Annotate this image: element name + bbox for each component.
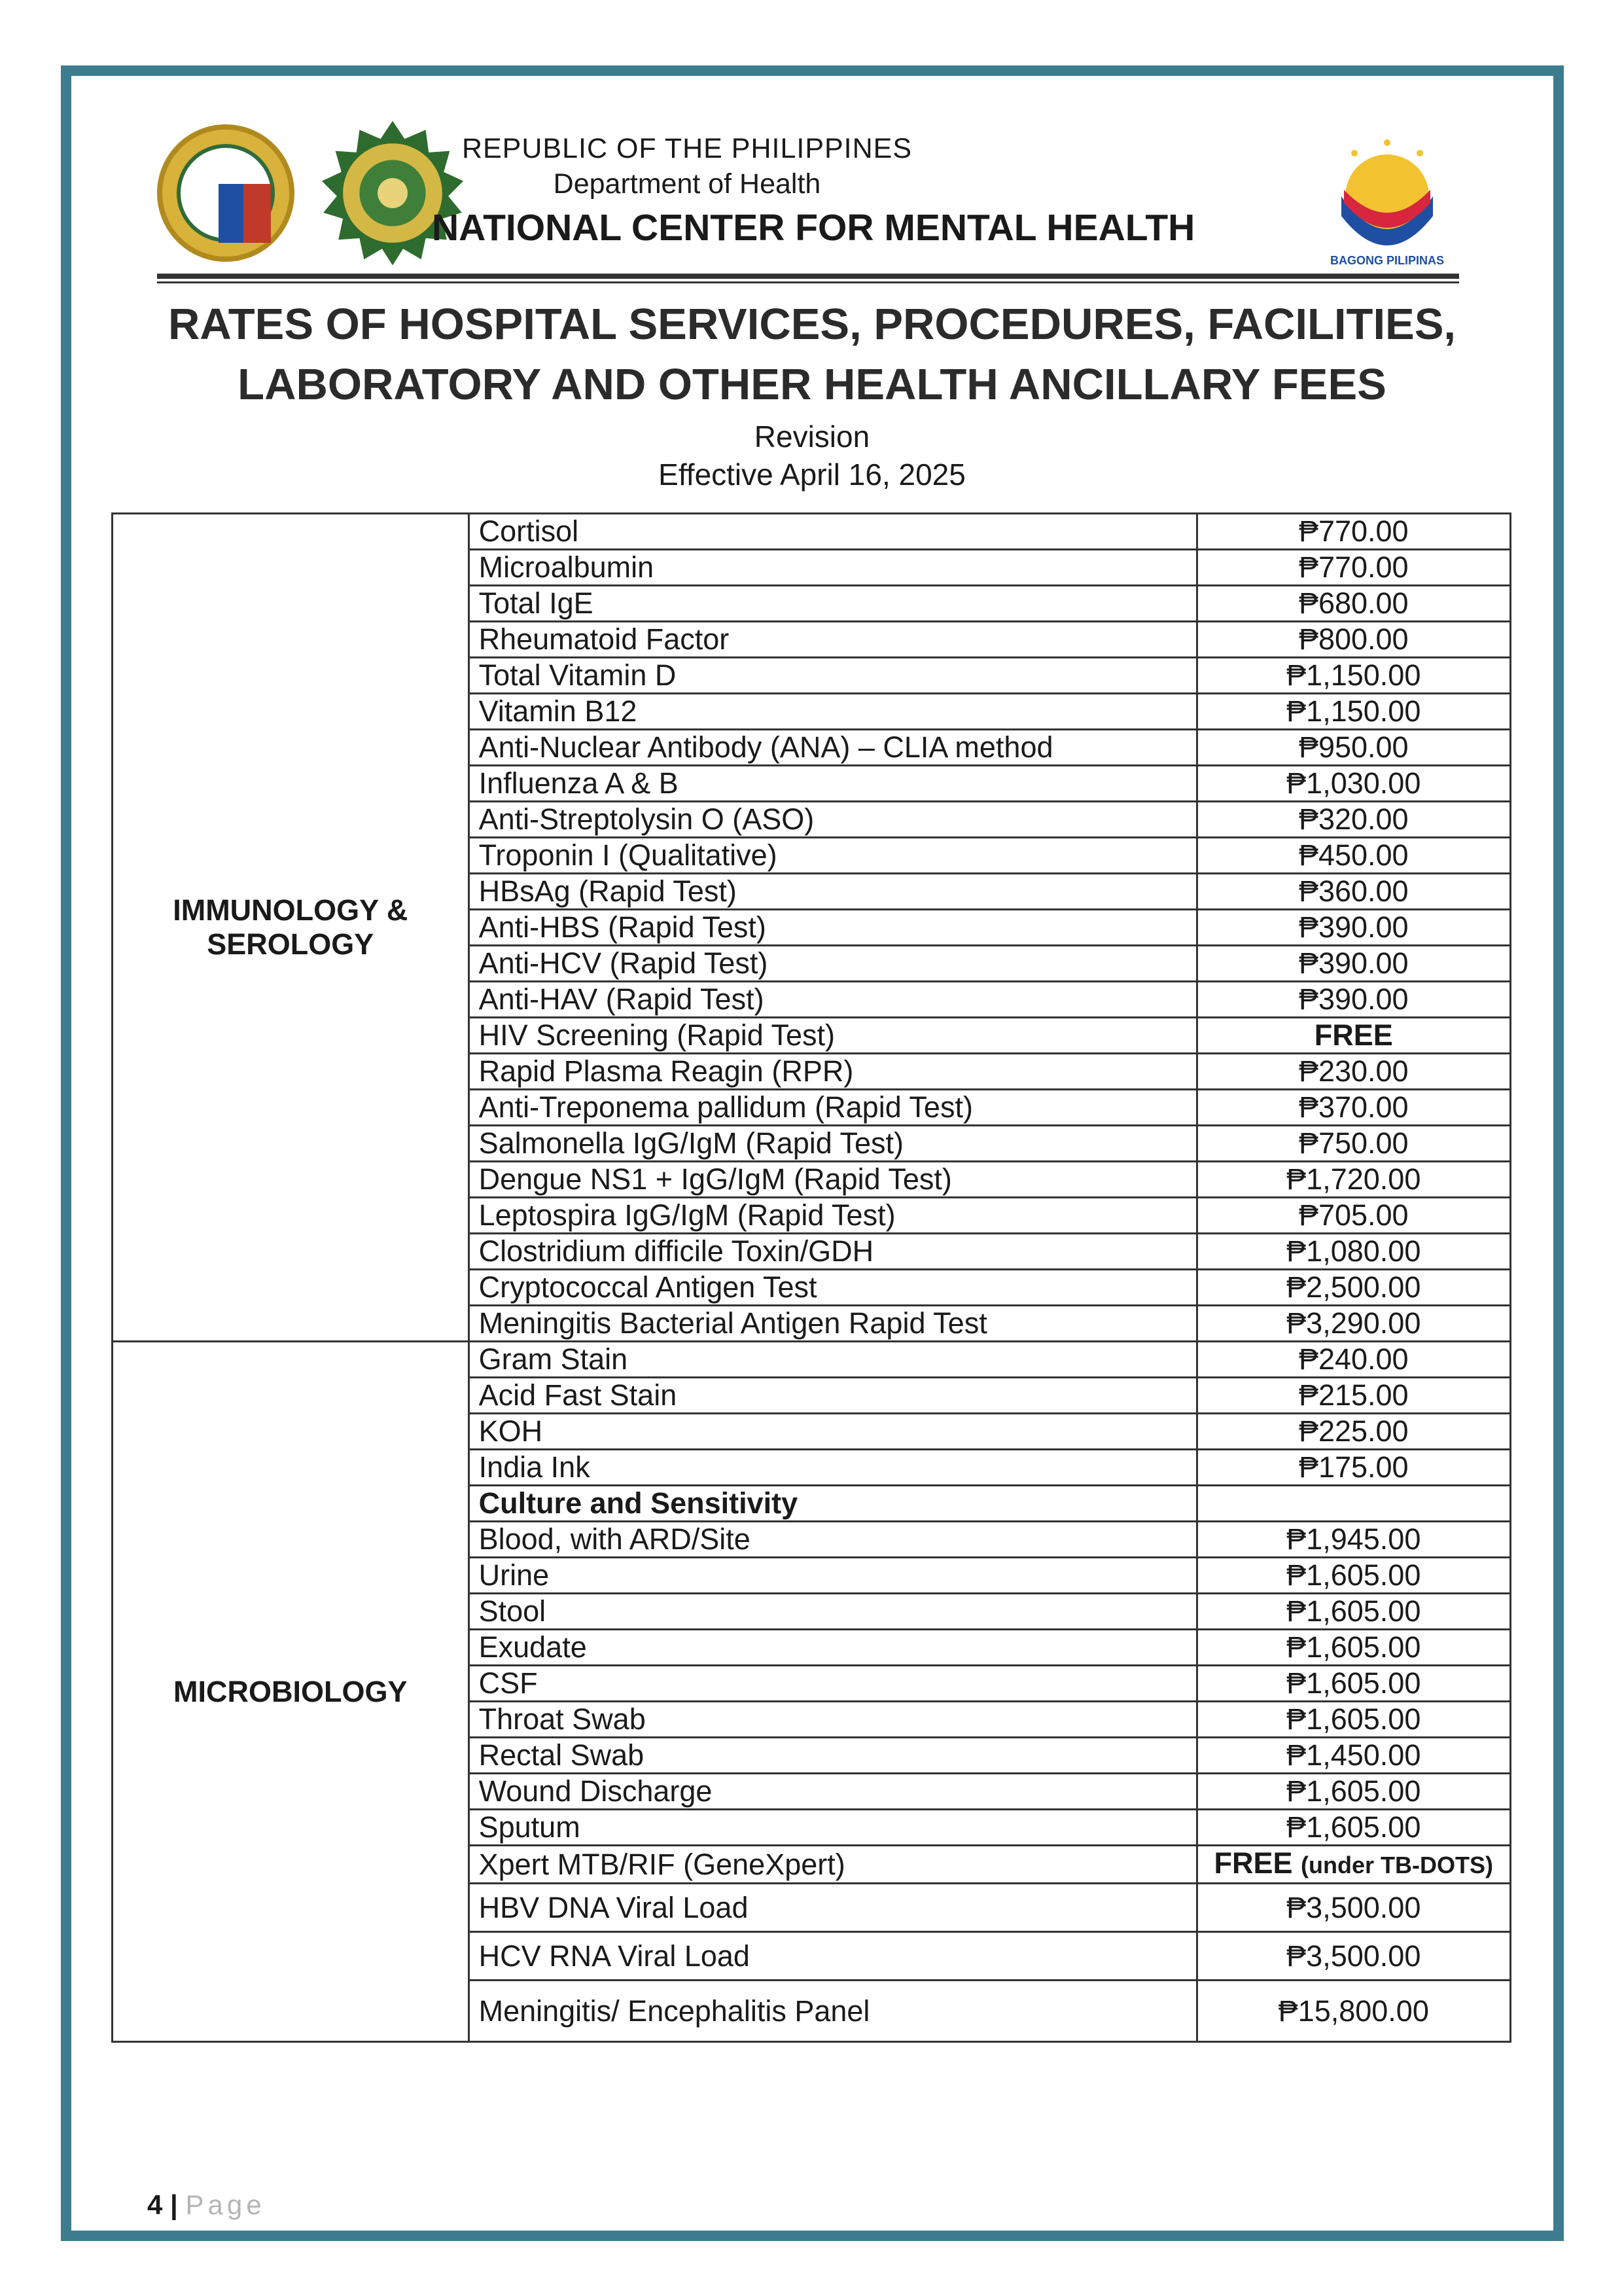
price-value: ₱1,605.00 [1286, 1630, 1421, 1664]
table-row [113, 514, 1511, 550]
price-value: ₱705.00 [1298, 1198, 1409, 1232]
price-cell [1197, 874, 1510, 910]
price-cell [1197, 1306, 1510, 1342]
category-cell: IMMUNOLOGY & SEROLOGY [113, 514, 469, 1342]
page-number: 4 [147, 2189, 163, 2220]
service-cell: Total Vitamin D [468, 658, 1197, 694]
service-cell: Sputum [468, 1810, 1197, 1846]
price-cell [1197, 1162, 1510, 1198]
service-cell: HBsAg (Rapid Test) [468, 874, 1197, 910]
price-cell [1197, 1486, 1510, 1522]
service-cell: Influenza A & B [468, 766, 1197, 802]
effective-date: Effective April 16, 2025 [658, 457, 966, 492]
service-cell: Rheumatoid Factor [468, 622, 1197, 658]
service-cell: India Ink [468, 1450, 1197, 1486]
price-value: ₱800.00 [1298, 622, 1409, 656]
price-value: ₱230.00 [1298, 1054, 1409, 1088]
service-cell: KOH [468, 1414, 1197, 1450]
price-cell [1197, 1522, 1510, 1558]
service-cell: Meningitis Bacterial Antigen Rapid Test [468, 1306, 1197, 1342]
service-cell: Rectal Swab [468, 1738, 1197, 1774]
service-cell: CSF [468, 1666, 1197, 1702]
price-cell [1197, 622, 1510, 658]
price-cell [1197, 1810, 1510, 1846]
service-cell: Anti-HBS (Rapid Test) [468, 910, 1197, 946]
doh-seal-logo [157, 124, 294, 262]
bagong-pilipinas-logo [1315, 137, 1459, 268]
price-cell [1197, 730, 1510, 766]
price-cell [1197, 514, 1510, 550]
price-value: ₱3,500.00 [1286, 1890, 1421, 1924]
document-title [105, 295, 1519, 493]
service-cell: Urine [468, 1558, 1197, 1594]
revision-label: Revision [754, 420, 870, 454]
price-cell [1197, 1054, 1510, 1090]
service-cell: Vitamin B12 [468, 694, 1197, 730]
price-value: ₱770.00 [1298, 550, 1409, 584]
price-cell [1197, 1666, 1510, 1702]
price-cell [1197, 1018, 1510, 1054]
service-cell: Anti-Streptolysin O (ASO) [468, 802, 1197, 838]
price-cell [1197, 586, 1510, 622]
service-cell: Anti-Treponema pallidum (Rapid Test) [468, 1090, 1197, 1126]
price-value: ₱1,080.00 [1286, 1234, 1421, 1268]
letterhead [157, 118, 1466, 288]
service-cell: Microalbumin [468, 550, 1197, 586]
price-cell [1197, 1270, 1510, 1306]
price-cell [1197, 1738, 1510, 1774]
service-cell: Acid Fast Stain [468, 1378, 1197, 1414]
price-value: ₱1,605.00 [1286, 1774, 1421, 1808]
price-value: ₱1,945.00 [1286, 1522, 1421, 1556]
price-value: ₱370.00 [1298, 1090, 1409, 1124]
price-cell [1197, 1234, 1510, 1270]
title-line-1: RATES OF HOSPITAL SERVICES, PROCEDURES, FACILITIES, [168, 300, 1456, 349]
price-value: ₱1,720.00 [1286, 1162, 1421, 1196]
price-value: ₱750.00 [1298, 1126, 1409, 1160]
service-cell: Anti-Nuclear Antibody (ANA) – CLIA method [468, 730, 1197, 766]
service-cell: Stool [468, 1594, 1197, 1630]
price-cell [1197, 1126, 1510, 1162]
price-cell [1197, 1774, 1510, 1810]
price-cell [1197, 1450, 1510, 1486]
price-cell [1197, 766, 1510, 802]
republic-line: REPUBLIC OF THE PHILIPPINES [461, 133, 913, 164]
price-value: ₱1,030.00 [1286, 766, 1421, 800]
service-cell: Clostridium difficile Toxin/GDH [468, 1234, 1197, 1270]
price-cell [1197, 1414, 1510, 1450]
price-value: ₱225.00 [1298, 1414, 1409, 1448]
price-cell [1197, 910, 1510, 946]
price-cell [1197, 1594, 1510, 1630]
service-cell: Anti-HCV (Rapid Test) [468, 946, 1197, 982]
price-cell [1197, 982, 1510, 1018]
price-value: ₱320.00 [1298, 802, 1409, 836]
price-cell [1197, 1846, 1510, 1884]
price-cell [1197, 1884, 1510, 1932]
price-cell [1197, 658, 1510, 694]
price-cell [1197, 694, 1510, 730]
price-value: ₱390.00 [1298, 910, 1409, 944]
service-cell: Rapid Plasma Reagin (RPR) [468, 1054, 1197, 1090]
price-value: ₱175.00 [1298, 1450, 1409, 1484]
bagong-pilipinas-text: BAGONG PILIPINAS [1330, 254, 1445, 267]
price-value: ₱215.00 [1298, 1378, 1409, 1412]
department-line: Department of Health [553, 168, 821, 200]
price-value: ₱1,605.00 [1286, 1558, 1421, 1592]
service-cell: HIV Screening (Rapid Test) [468, 1018, 1197, 1054]
price-cell [1197, 1558, 1510, 1594]
price-cell [1197, 946, 1510, 982]
service-cell: Anti-HAV (Rapid Test) [468, 982, 1197, 1018]
category-cell: MICROBIOLOGY [113, 1342, 469, 2042]
service-cell: Leptospira IgG/IgM (Rapid Test) [468, 1198, 1197, 1234]
price-cell [1197, 802, 1510, 838]
service-cell: Total IgE [468, 586, 1197, 622]
center-name: NATIONAL CENTER FOR MENTAL HEALTH [432, 207, 1195, 249]
service-cell: Throat Swab [468, 1702, 1197, 1738]
service-cell: Salmonella IgG/IgM (Rapid Test) [468, 1126, 1197, 1162]
price-cell [1197, 1630, 1510, 1666]
price-cell [1197, 550, 1510, 586]
price-value: ₱1,450.00 [1286, 1738, 1421, 1772]
header-rule [157, 274, 1459, 279]
price-cell [1197, 1981, 1510, 2042]
rates-table [111, 512, 1511, 2043]
price-cell [1197, 1932, 1510, 1981]
price-value: ₱3,290.00 [1286, 1306, 1421, 1340]
price-cell [1197, 838, 1510, 874]
service-cell: Gram Stain [468, 1342, 1197, 1378]
service-cell: HCV RNA Viral Load [468, 1932, 1197, 1981]
letterhead-text [432, 131, 1195, 254]
price-value: ₱1,150.00 [1286, 658, 1421, 692]
table-row [113, 1342, 1511, 1378]
price-value: ₱360.00 [1298, 874, 1409, 908]
page-label: Page [185, 2189, 266, 2220]
service-cell: Troponin I (Qualitative) [468, 838, 1197, 874]
price-value: ₱390.00 [1298, 946, 1409, 980]
header-rule-thin [157, 281, 1459, 283]
service-cell: Wound Discharge [468, 1774, 1197, 1810]
price-value: ₱15,800.00 [1278, 1994, 1429, 2028]
price-value: ₱770.00 [1298, 514, 1409, 548]
price-value: ₱1,605.00 [1286, 1594, 1421, 1628]
service-cell: Dengue NS1 + IgG/IgM (Rapid Test) [468, 1162, 1197, 1198]
price-note: (under TB-DOTS) [1301, 1852, 1494, 1878]
price-value: ₱1,605.00 [1286, 1666, 1421, 1700]
page-footer [147, 2189, 266, 2221]
service-cell: Meningitis/ Encephalitis Panel [468, 1981, 1197, 2042]
price-value: ₱680.00 [1298, 586, 1409, 620]
service-cell: Culture and Sensitivity [468, 1486, 1197, 1522]
service-cell: Blood, with ARD/Site [468, 1522, 1197, 1558]
service-cell: Cryptococcal Antigen Test [468, 1270, 1197, 1306]
price-value: ₱1,605.00 [1286, 1702, 1421, 1736]
price-cell [1197, 1702, 1510, 1738]
price-cell [1197, 1198, 1510, 1234]
price-value: ₱3,500.00 [1286, 1939, 1421, 1973]
price-cell [1197, 1342, 1510, 1378]
service-cell: Xpert MTB/RIF (GeneXpert) [468, 1846, 1197, 1884]
price-value: ₱390.00 [1298, 982, 1409, 1016]
service-cell: Exudate [468, 1630, 1197, 1666]
price-value: ₱240.00 [1298, 1342, 1409, 1376]
service-cell: Cortisol [468, 514, 1197, 550]
price-value: FREE [1214, 1846, 1293, 1880]
service-cell: HBV DNA Viral Load [468, 1884, 1197, 1932]
price-value: ₱2,500.00 [1286, 1270, 1421, 1304]
price-value: ₱1,605.00 [1286, 1810, 1421, 1844]
price-value: ₱450.00 [1298, 838, 1409, 872]
title-line-2: LABORATORY AND OTHER HEALTH ANCILLARY FEES [238, 360, 1386, 409]
footer-separator: | [170, 2189, 178, 2220]
price-value: ₱1,150.00 [1286, 694, 1421, 728]
price-value: FREE [1314, 1018, 1393, 1052]
price-cell [1197, 1378, 1510, 1414]
price-value: ₱950.00 [1298, 730, 1409, 764]
price-cell [1197, 1090, 1510, 1126]
